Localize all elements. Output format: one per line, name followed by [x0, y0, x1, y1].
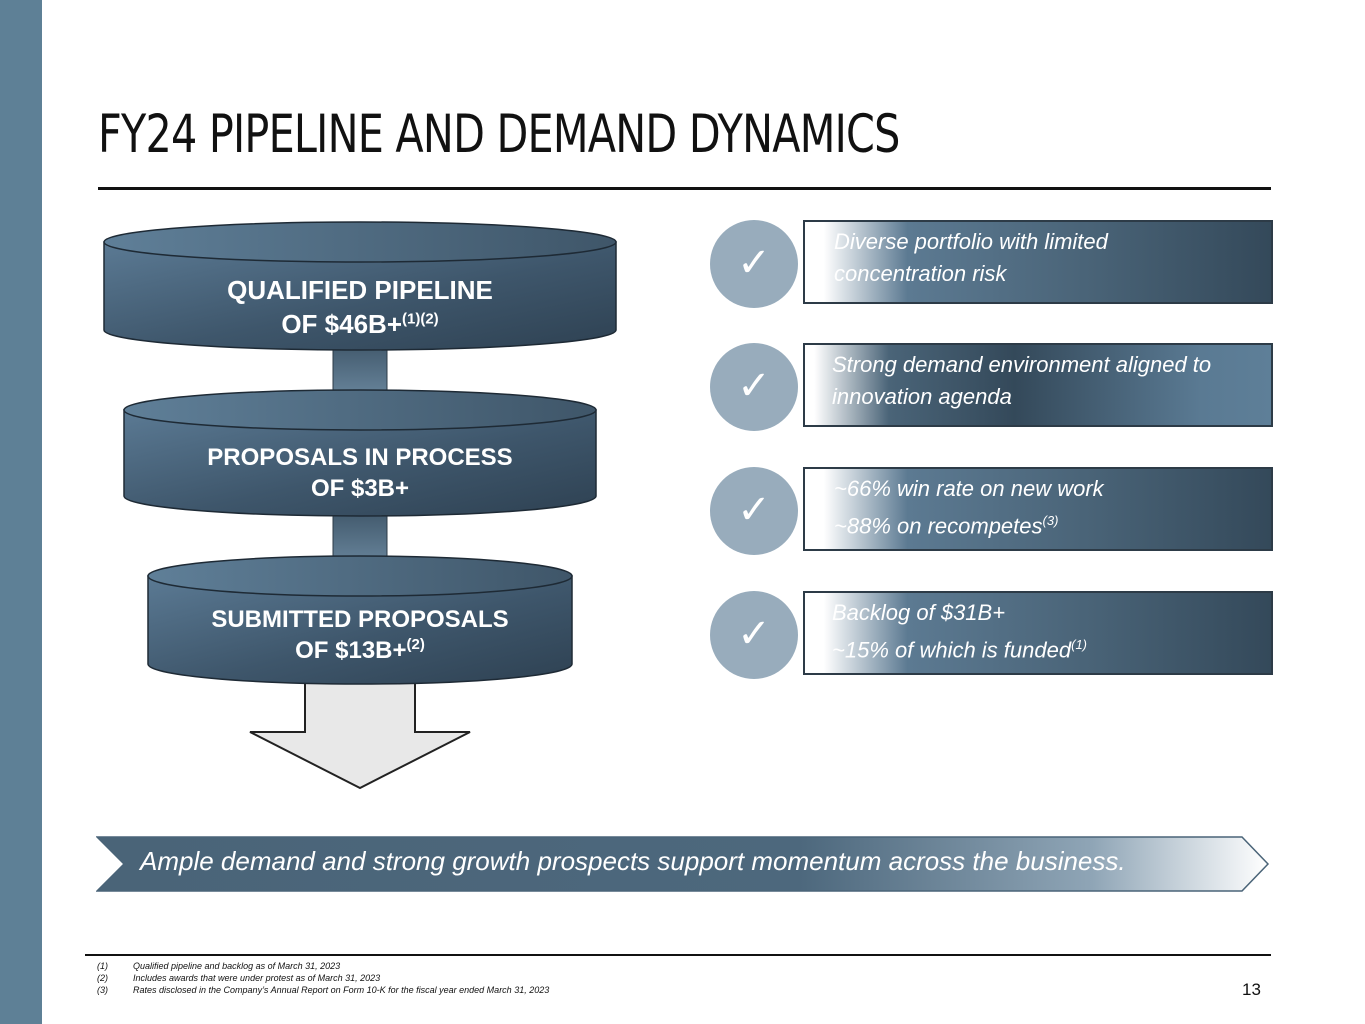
- page-number: 13: [1242, 980, 1261, 999]
- bullet-text: Strong demand environment aligned to innovation agenda: [832, 352, 1212, 409]
- bullet-text: Diverse portfolio with limited concentration risk: [834, 229, 1108, 286]
- check-icon: ✓: [710, 220, 798, 308]
- bullet-win-rate: [708, 465, 1273, 555]
- pipeline-label: QUALIFIED PIPELINE OF $46B+$^{(1)(2)}$: [227, 275, 493, 339]
- bullet-portfolio: [708, 218, 1273, 308]
- proposals-in-process-label: PROPOSALS IN PROCESS OF $3B+: [207, 444, 513, 503]
- footnote-2: (2) Includes awards that were under protest as of March 31, 2023: [97, 973, 381, 983]
- footer-divider: [85, 954, 1271, 956]
- check-icon: ✓: [710, 467, 798, 555]
- footnotes: [97, 960, 549, 996]
- check-icon: ✓: [710, 591, 798, 679]
- down-arrow-icon: [250, 676, 470, 788]
- bullet-text: ~66% win rate on new work ~88% on recompetes$^{(3)}$: [834, 476, 1104, 539]
- funnel-graphic: [0, 0, 700, 800]
- footnote-1: (1) Qualified pipeline and backlog as of March 31, 2023: [97, 961, 341, 971]
- check-icon: ✓: [710, 343, 798, 431]
- footnote-3: (3) Rates disclosed in the Company’s Annual Report on Form 10-K for the fiscal year ended March 31, 2023: [97, 985, 550, 995]
- bullet-demand: [708, 341, 1273, 431]
- submitted-proposals-label: SUBMITTED PROPOSALS OF $13B+$^{(2)}$: [211, 606, 509, 665]
- summary-banner-text: Ample demand and strong growth prospects support momentum across the business.: [140, 846, 1126, 876]
- bullet-text: Backlog of $31B+ ~15% of which is funded$^{(1)}$: [832, 600, 1087, 663]
- page-title: FY24 PIPELINE AND DEMAND DYNAMICS: [98, 104, 900, 165]
- bullet-backlog: [708, 589, 1273, 679]
